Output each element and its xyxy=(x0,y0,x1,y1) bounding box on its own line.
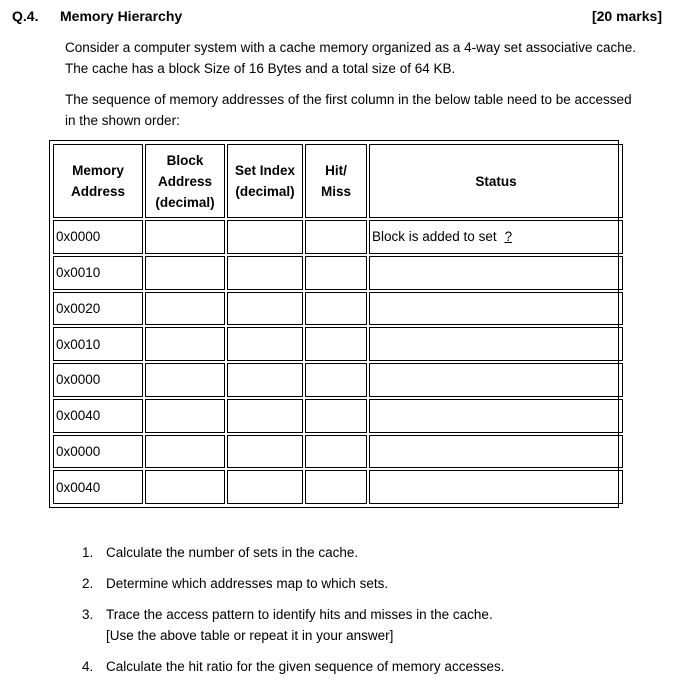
cell-block-address[interactable] xyxy=(145,327,225,361)
table-row xyxy=(53,435,623,469)
table-header-row xyxy=(53,144,623,218)
cell-status[interactable] xyxy=(369,399,623,433)
status-text: Block is added to set xyxy=(372,229,497,245)
cell-memory-address: 0x0000 xyxy=(53,435,143,469)
question-number: Q.4. xyxy=(12,8,39,24)
table-row xyxy=(53,292,623,326)
cell-status[interactable] xyxy=(369,363,623,397)
cell-hit-miss[interactable] xyxy=(305,292,367,326)
list-item xyxy=(82,542,662,563)
cell-set-index[interactable] xyxy=(227,399,303,433)
header-block-address: Block Address (decimal) xyxy=(145,144,225,218)
cell-set-index[interactable] xyxy=(227,220,303,254)
intro-line-1: Consider a computer system with a cache memory organized as a 4-way set associative cache. xyxy=(65,40,637,55)
task-number: 2. xyxy=(82,576,94,591)
cell-status[interactable] xyxy=(369,470,623,504)
cell-block-address[interactable] xyxy=(145,220,225,254)
status-placeholder-mark: ? xyxy=(504,229,513,245)
task-text: Trace the access pattern to identify hits and misses in the cache. xyxy=(106,607,493,622)
cell-memory-address: 0x0010 xyxy=(53,327,143,361)
cell-status[interactable] xyxy=(369,327,623,361)
cell-memory-address: 0x0000 xyxy=(53,220,143,254)
task-number: 4. xyxy=(82,659,94,674)
cell-set-index[interactable] xyxy=(227,292,303,326)
cell-block-address[interactable] xyxy=(145,399,225,433)
cell-status[interactable] xyxy=(369,435,623,469)
table-row xyxy=(53,327,623,361)
task-text: Calculate the hit ratio for the given sequence of memory accesses. xyxy=(106,659,505,674)
cell-memory-address: 0x0020 xyxy=(53,292,143,326)
cell-block-address[interactable] xyxy=(145,292,225,326)
table-row xyxy=(53,470,623,504)
cache-trace-table xyxy=(51,142,625,506)
table-row xyxy=(53,363,623,397)
table-row xyxy=(53,220,623,254)
cell-hit-miss[interactable] xyxy=(305,363,367,397)
task-number: 1. xyxy=(82,545,94,560)
cell-hit-miss[interactable] xyxy=(305,435,367,469)
header-status: Status xyxy=(369,144,623,218)
cell-status[interactable] xyxy=(369,292,623,326)
task-text: Calculate the number of sets in the cache. xyxy=(106,545,359,560)
task-list xyxy=(82,542,662,687)
instruction-line-2: in the shown order: xyxy=(65,113,180,128)
cell-set-index[interactable] xyxy=(227,435,303,469)
table-row xyxy=(53,399,623,433)
task-text: Determine which addresses map to which sets. xyxy=(106,576,389,591)
cell-set-index[interactable] xyxy=(227,327,303,361)
cell-hit-miss[interactable] xyxy=(305,470,367,504)
cell-memory-address: 0x0040 xyxy=(53,399,143,433)
cell-set-index[interactable] xyxy=(227,470,303,504)
cell-hit-miss[interactable] xyxy=(305,220,367,254)
instruction-paragraph xyxy=(65,89,675,131)
intro-paragraph xyxy=(65,37,675,79)
list-item xyxy=(82,604,662,646)
intro-line-2: The cache has a block Size of 16 Bytes and a total size of 64 KB. xyxy=(65,61,456,76)
cell-hit-miss[interactable] xyxy=(305,327,367,361)
cell-set-index[interactable] xyxy=(227,363,303,397)
cell-block-address[interactable] xyxy=(145,470,225,504)
cell-hit-miss[interactable] xyxy=(305,256,367,290)
question-marks: [20 marks] xyxy=(591,8,662,24)
cell-memory-address: 0x0010 xyxy=(53,256,143,290)
table-row xyxy=(53,256,623,290)
header-hit-miss: Hit/ Miss xyxy=(305,144,367,218)
cell-status[interactable] xyxy=(369,256,623,290)
cell-block-address[interactable] xyxy=(145,435,225,469)
list-item xyxy=(82,573,662,594)
cache-trace-table-frame xyxy=(49,140,619,508)
header-set-index: Set Index (decimal) xyxy=(227,144,303,218)
cell-status[interactable] xyxy=(369,220,623,254)
cell-set-index[interactable] xyxy=(227,256,303,290)
task-number: 3. xyxy=(82,607,94,622)
instruction-line-1: The sequence of memory addresses of the first column in the below table need to be accessed xyxy=(65,92,632,107)
cell-block-address[interactable] xyxy=(145,363,225,397)
cell-memory-address: 0x0040 xyxy=(53,470,143,504)
cell-memory-address: 0x0000 xyxy=(53,363,143,397)
cell-hit-miss[interactable] xyxy=(305,399,367,433)
task-note: [Use the above table or repeat it in your answer] xyxy=(106,628,394,643)
question-title: Memory Hierarchy xyxy=(60,8,183,24)
header-memory-address: Memory Address xyxy=(53,144,143,218)
cell-block-address[interactable] xyxy=(145,256,225,290)
list-item xyxy=(82,656,662,677)
